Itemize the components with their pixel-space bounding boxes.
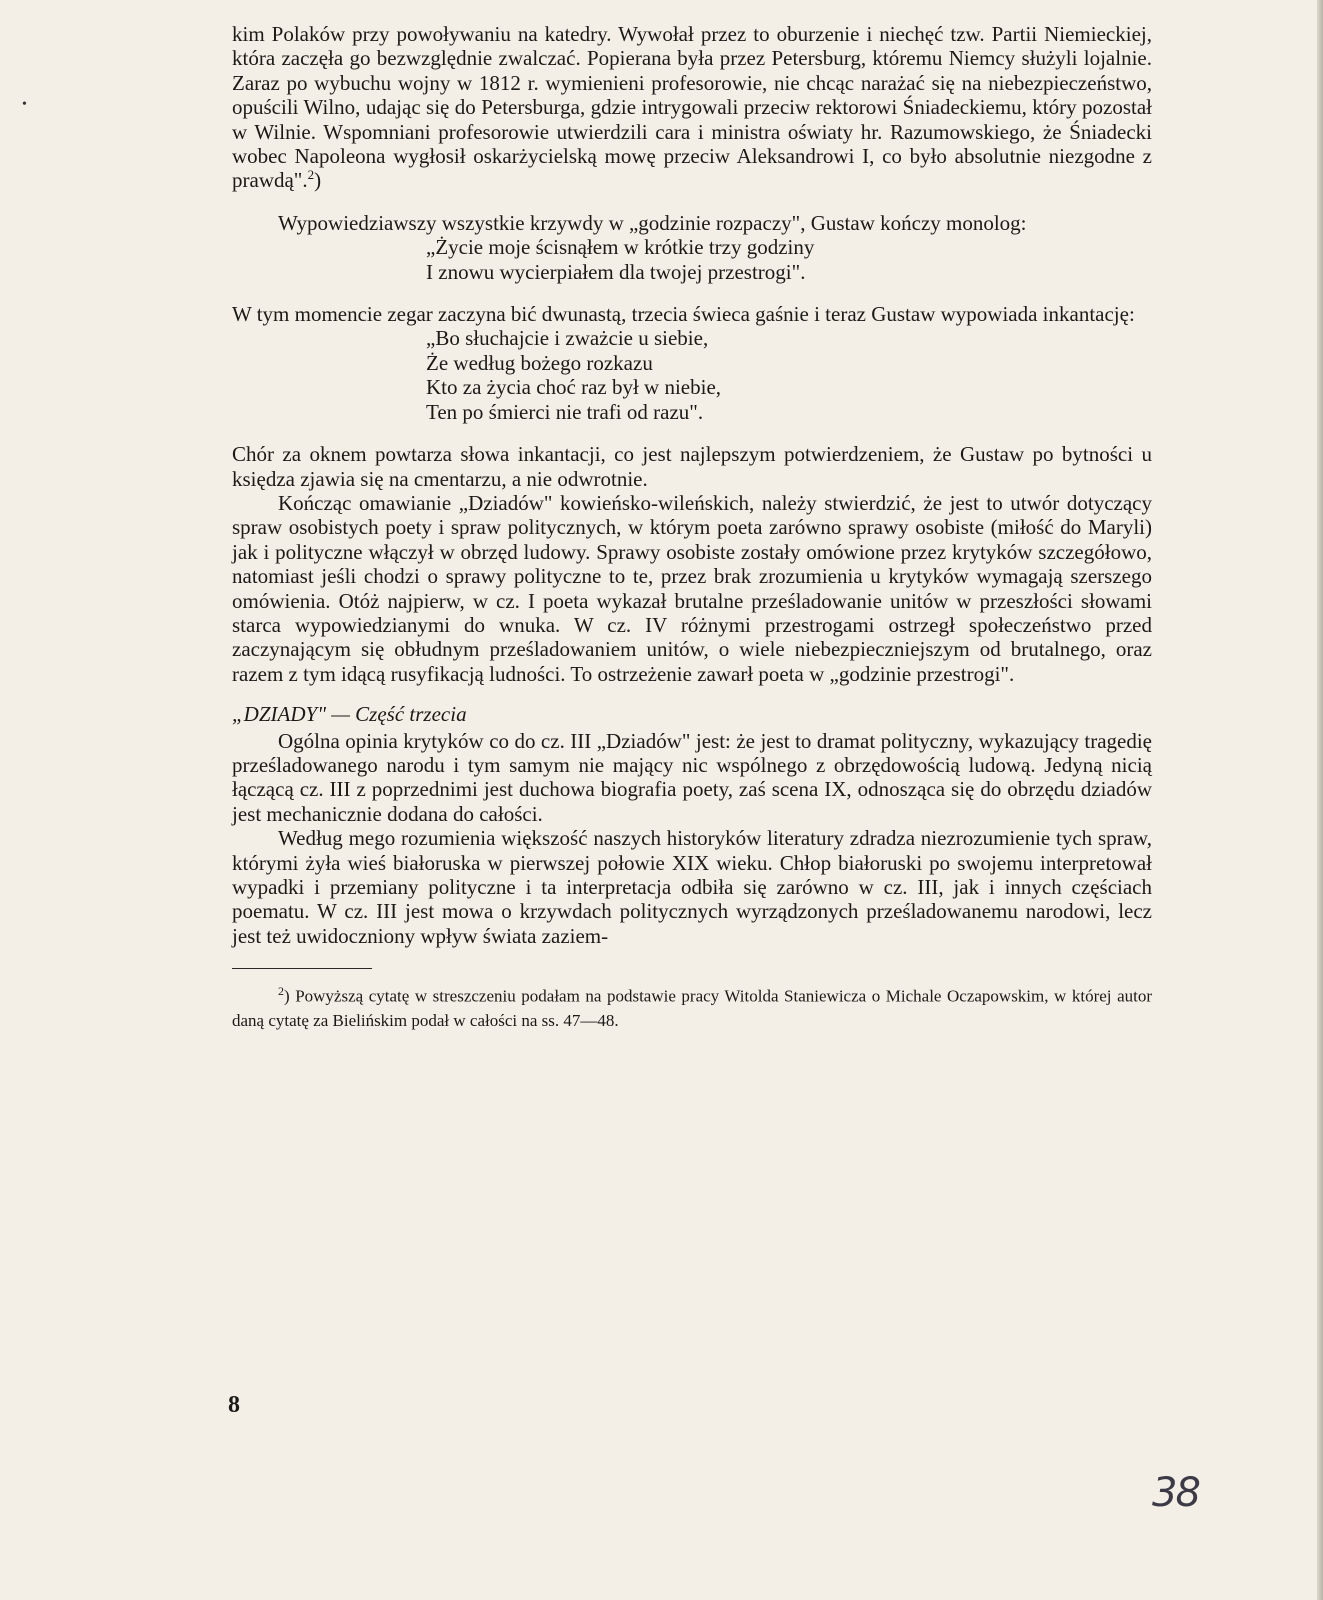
verse-line: I znowu wycierpiałem dla twojej przestrogi". [426,259,806,284]
paragraph-1-text: kim Polaków przy powoływaniu na katedry. Wywołał przez to oburzenie i niechęć tzw. Partii Niemieckiej, która zaczęła go bezwzględnie zwalczać. Popierana była przez Petersburg, któremu Niemcy służyli lojalnie. Zaraz po wybuchu wojny w 1812 r. wymienieni profesorowie, nie chcąc narażać się na niebezpieczeństwo, opuścili Wilno, udając się do Petersburga, gdzie intrygowali przeciw rektorowi Śniadeckiemu, który pozostał w Wilnie. Wspomniani profesorowie utwierdzili cara i ministra oświaty hr. Razumowskiego, że Śniadecki wobec Napoleona wygłosił oskarżycielską mowę przeciw Aleksandrowi I, co było absolutnie niezgodne z prawdą". [232,22,1152,193]
paragraph-1 [232,22,1152,193]
footnote-reference: 2 [307,167,315,183]
paragraph-6: Ogólna opinia krytyków co do cz. III „Dziadów" jest: że jest to dramat polityczny, wykazujący tragedię prześladowanego narodu i tym samym nie mający nic wspólnego z obrzędowością ludową. Jedyną nicią łączącą cz. III z poprzednimi jest duchowa biografia poety, zaś scena IX, odnosząca się do obrzędu dziadów jest mechanicznie dodana do całości. [232,728,1152,826]
paragraph-5: Kończąc omawianie „Dziadów" kowieńsko-wileńskich, należy stwierdzić, że jest to utwór dotyczący spraw osobistych poety i spraw politycznych, w którym poeta zarówno sprawy osobiste (miłość do Maryli) jak i polityczne włączył w obrzęd ludowy. Sprawy osobiste zostały omówione przez krytyków szczegółowo, natomiast jeśli chodzi o sprawy polityczne to te, przez brak zrozumienia u krytyków wymagają szerszego omówienia. Otóż najpierw, w cz. I poeta wykazał brutalne prześladowanie unitów w przeszłości słowami starca wypowiedzianymi do wnuka. W cz. IV różnymi przestrogami ostrzegł społeczeństwo przed zaczynającym się obłudnym prześladowaniem unitów, o wiele niebezpieczniejszym od brutalnego, oraz razem z tym idącą rusyfikacją ludności. To ostrzeżenie zawarł poeta w „godzinie przestrogi". [232,490,1152,686]
margin-mark: • [22,97,27,112]
paragraph-2: Wypowiedziawszy wszystkie krzywdy w „godzinie rozpaczy", Gustaw kończy monolog: [278,210,1027,235]
verse-line: Kto za życia choć raz był w niebie, [426,375,722,400]
verse-line: Że według bożego rozkazu [426,350,653,375]
footnote-mark: 2 [278,984,284,999]
paragraph-7: Według mego rozumienia większość naszych historyków literatury zdradza niezrozumienie tych spraw, którymi żyła wieś białoruska w pierwszej połowie XIX wieku. Chłop białoruski po swojemu interpretował wypadki i przemiany polityczne i ta interpretacja odbiła się zarówno w cz. III, jak i innych częściach poematu. W cz. III jest mowa o krzywdach politycznych wyrządzonych prześladowanemu narodowi, lecz jest też uwidoczniony wpływ świata zaziem- [232,826,1152,948]
section-heading: „DZIADY" — Część trzecia [232,702,467,727]
paragraph-4: Chór za oknem powtarza słowa inkantacji, co jest najlepszym potwierdzeniem, że Gustaw po bytności u księdza zjawia się na cmentarzu, a nie odwrotnie. [232,442,1152,491]
handwritten-page-number: 38 [1152,1470,1199,1516]
footnote-text: ) Powyższą cytatę w streszczeniu podałam na podstawie pracy Witolda Staniewicza o Michale Oczapowskim, w której autor daną cytatę za Bielińskim podał w całości na ss. 47—48. [232,986,1152,1031]
footnote-reference-close: ) [314,168,322,193]
verse-line: Ten po śmierci nie trafi od razu". [426,399,704,424]
verse-line: „Życie moje ścisnąłem w krótkie trzy godziny [426,235,815,260]
text-column [232,22,1152,1034]
verse-block-2 [232,326,1152,424]
verse-block-1 [232,235,1152,284]
page-edge [1317,0,1323,1600]
verse-line: „Bo słuchajcie i zważcie u siebie, [426,326,709,351]
page-number: 8 [228,1392,240,1418]
footnote-divider [232,968,372,969]
paragraph-3: W tym momencie zegar zaczyna bić dwunastą, trzecia świeca gaśnie i teraz Gustaw wypowiada inkantację: [232,302,1135,327]
footnote [232,979,1152,1034]
